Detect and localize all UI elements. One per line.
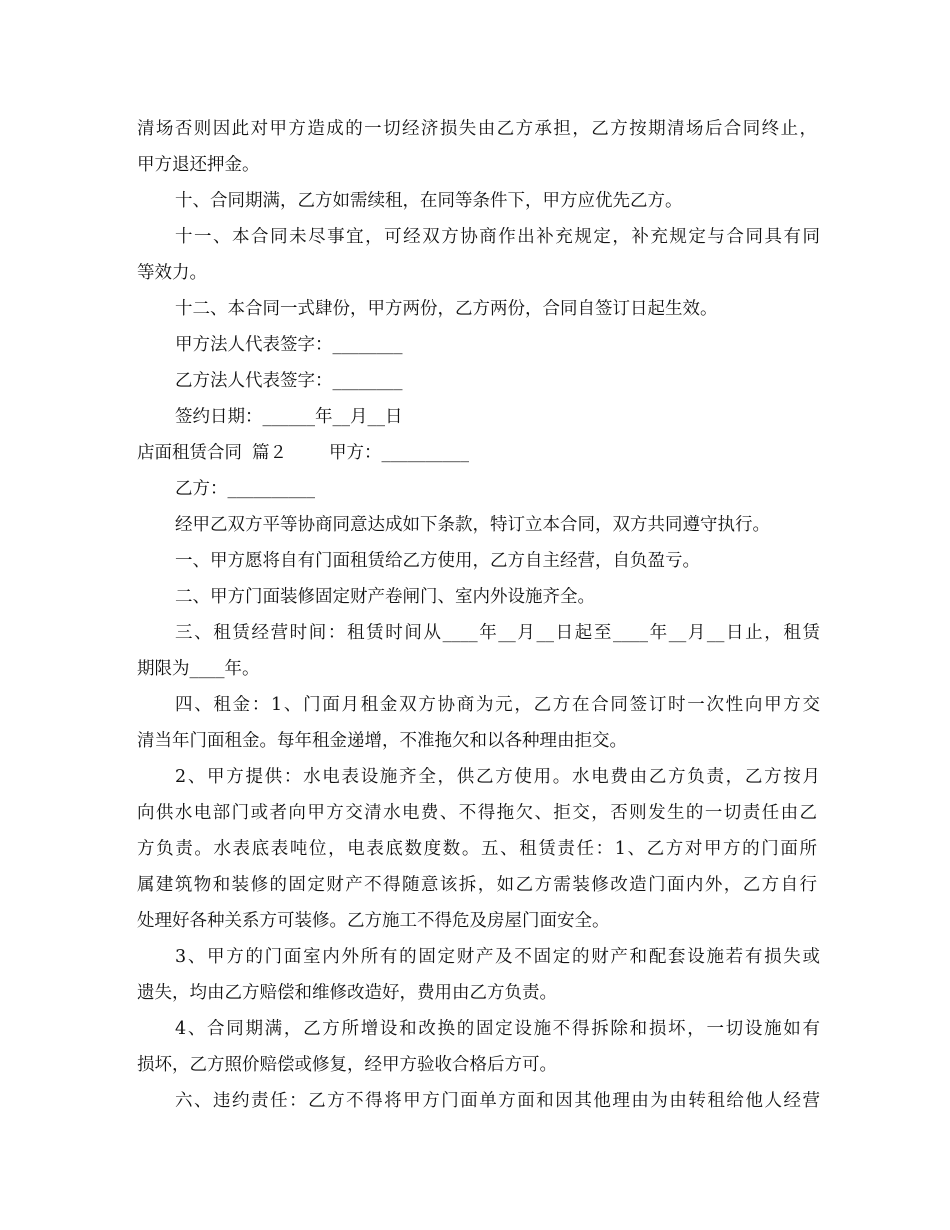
clause-4-2: 2、甲方提供：水电表设施齐全，供乙方使用。水电费由乙方负责，乙方按月 — [175, 767, 820, 787]
party-b-line: 乙方：__________ — [175, 479, 315, 499]
clause-5-4: 4、合同期满，乙方所增设和改换的固定设施不得拆除和损坏，一切设施如有 — [175, 1019, 820, 1039]
paragraph-line: 向供水电部门或者向甲方交清水电费、不得拖欠、拒交，否则发生的一切责任由乙 — [137, 803, 817, 823]
clause-2: 二、甲方门面装修固定财产卷闸门、室内外设施齐全。 — [175, 587, 595, 607]
section-title: 店面租赁合同 — [137, 443, 242, 463]
paragraph-line: 清当年门面租金。每年租金递增，不准拖欠和以各种理由拒交。 — [137, 731, 627, 751]
party-a-line: 甲方：__________ — [329, 443, 469, 463]
signing-date-line: 签约日期：______年__月__日 — [175, 407, 403, 427]
paragraph-line: 属建筑物和装修的固定财产不得随意该拆，如乙方需装修改造门面内外，乙方自行 — [137, 875, 817, 895]
preamble: 经甲乙双方平等协商同意达成如下条款，特订立本合同，双方共同遵守执行。 — [175, 515, 770, 535]
clause-4: 四、租金：1、门面月租金双方协商为元，乙方在合同签订时一次性向甲方交 — [175, 695, 820, 715]
party-b-signature-line: 乙方法人代表签字：________ — [175, 371, 403, 391]
paragraph-line: 等效力。 — [137, 263, 207, 283]
paragraph-line: 损坏，乙方照价赔偿或修复，经甲方验收合格后方可。 — [137, 1055, 557, 1075]
clause-5-3: 3、甲方的门面室内外所有的固定财产及不固定的财产和配套设施若有损失或 — [175, 947, 820, 967]
clause-12: 十二、本合同一式肆份，甲方两份，乙方两份，合同自签订日起生效。 — [175, 299, 718, 319]
clause-6: 六、违约责任：乙方不得将甲方门面单方面和因其他理由为由转租给他人经营 — [175, 1091, 820, 1111]
section-part: 篇２ — [252, 443, 287, 463]
paragraph-line: 甲方退还押金。 — [137, 155, 260, 175]
paragraph-line: 处理好各种关系方可装修。乙方施工不得危及房屋门面安全。 — [137, 911, 610, 931]
party-a-signature-line: 甲方法人代表签字：________ — [175, 335, 403, 355]
paragraph-line: 方负责。水表底表吨位，电表底数度数。五、租赁责任：1、乙方对甲方的门面所 — [137, 839, 817, 859]
section-heading — [137, 436, 817, 470]
clause-1: 一、甲方愿将自有门面租赁给乙方使用，乙方自主经营，自负盈亏。 — [175, 551, 700, 571]
paragraph-line: 遗失，均由乙方赔偿和维修改造好，费用由乙方负责。 — [137, 983, 557, 1003]
clause-11: 十一、本合同未尽事宜，可经双方协商作出补充规定，补充规定与合同具有同 — [175, 227, 820, 247]
clause-3: 三、租赁经营时间：租赁时间从____年__月__日起至____年__月__日止，租赁 — [175, 623, 820, 643]
paragraph-line: 期限为____年。 — [137, 659, 260, 679]
clause-10: 十、合同期满，乙方如需续租，在同等条件下，甲方应优先乙方。 — [175, 191, 683, 211]
paragraph-line: 清场否则因此对甲方造成的一切经济损失由乙方承担，乙方按期清场后合同终止， — [137, 119, 817, 139]
